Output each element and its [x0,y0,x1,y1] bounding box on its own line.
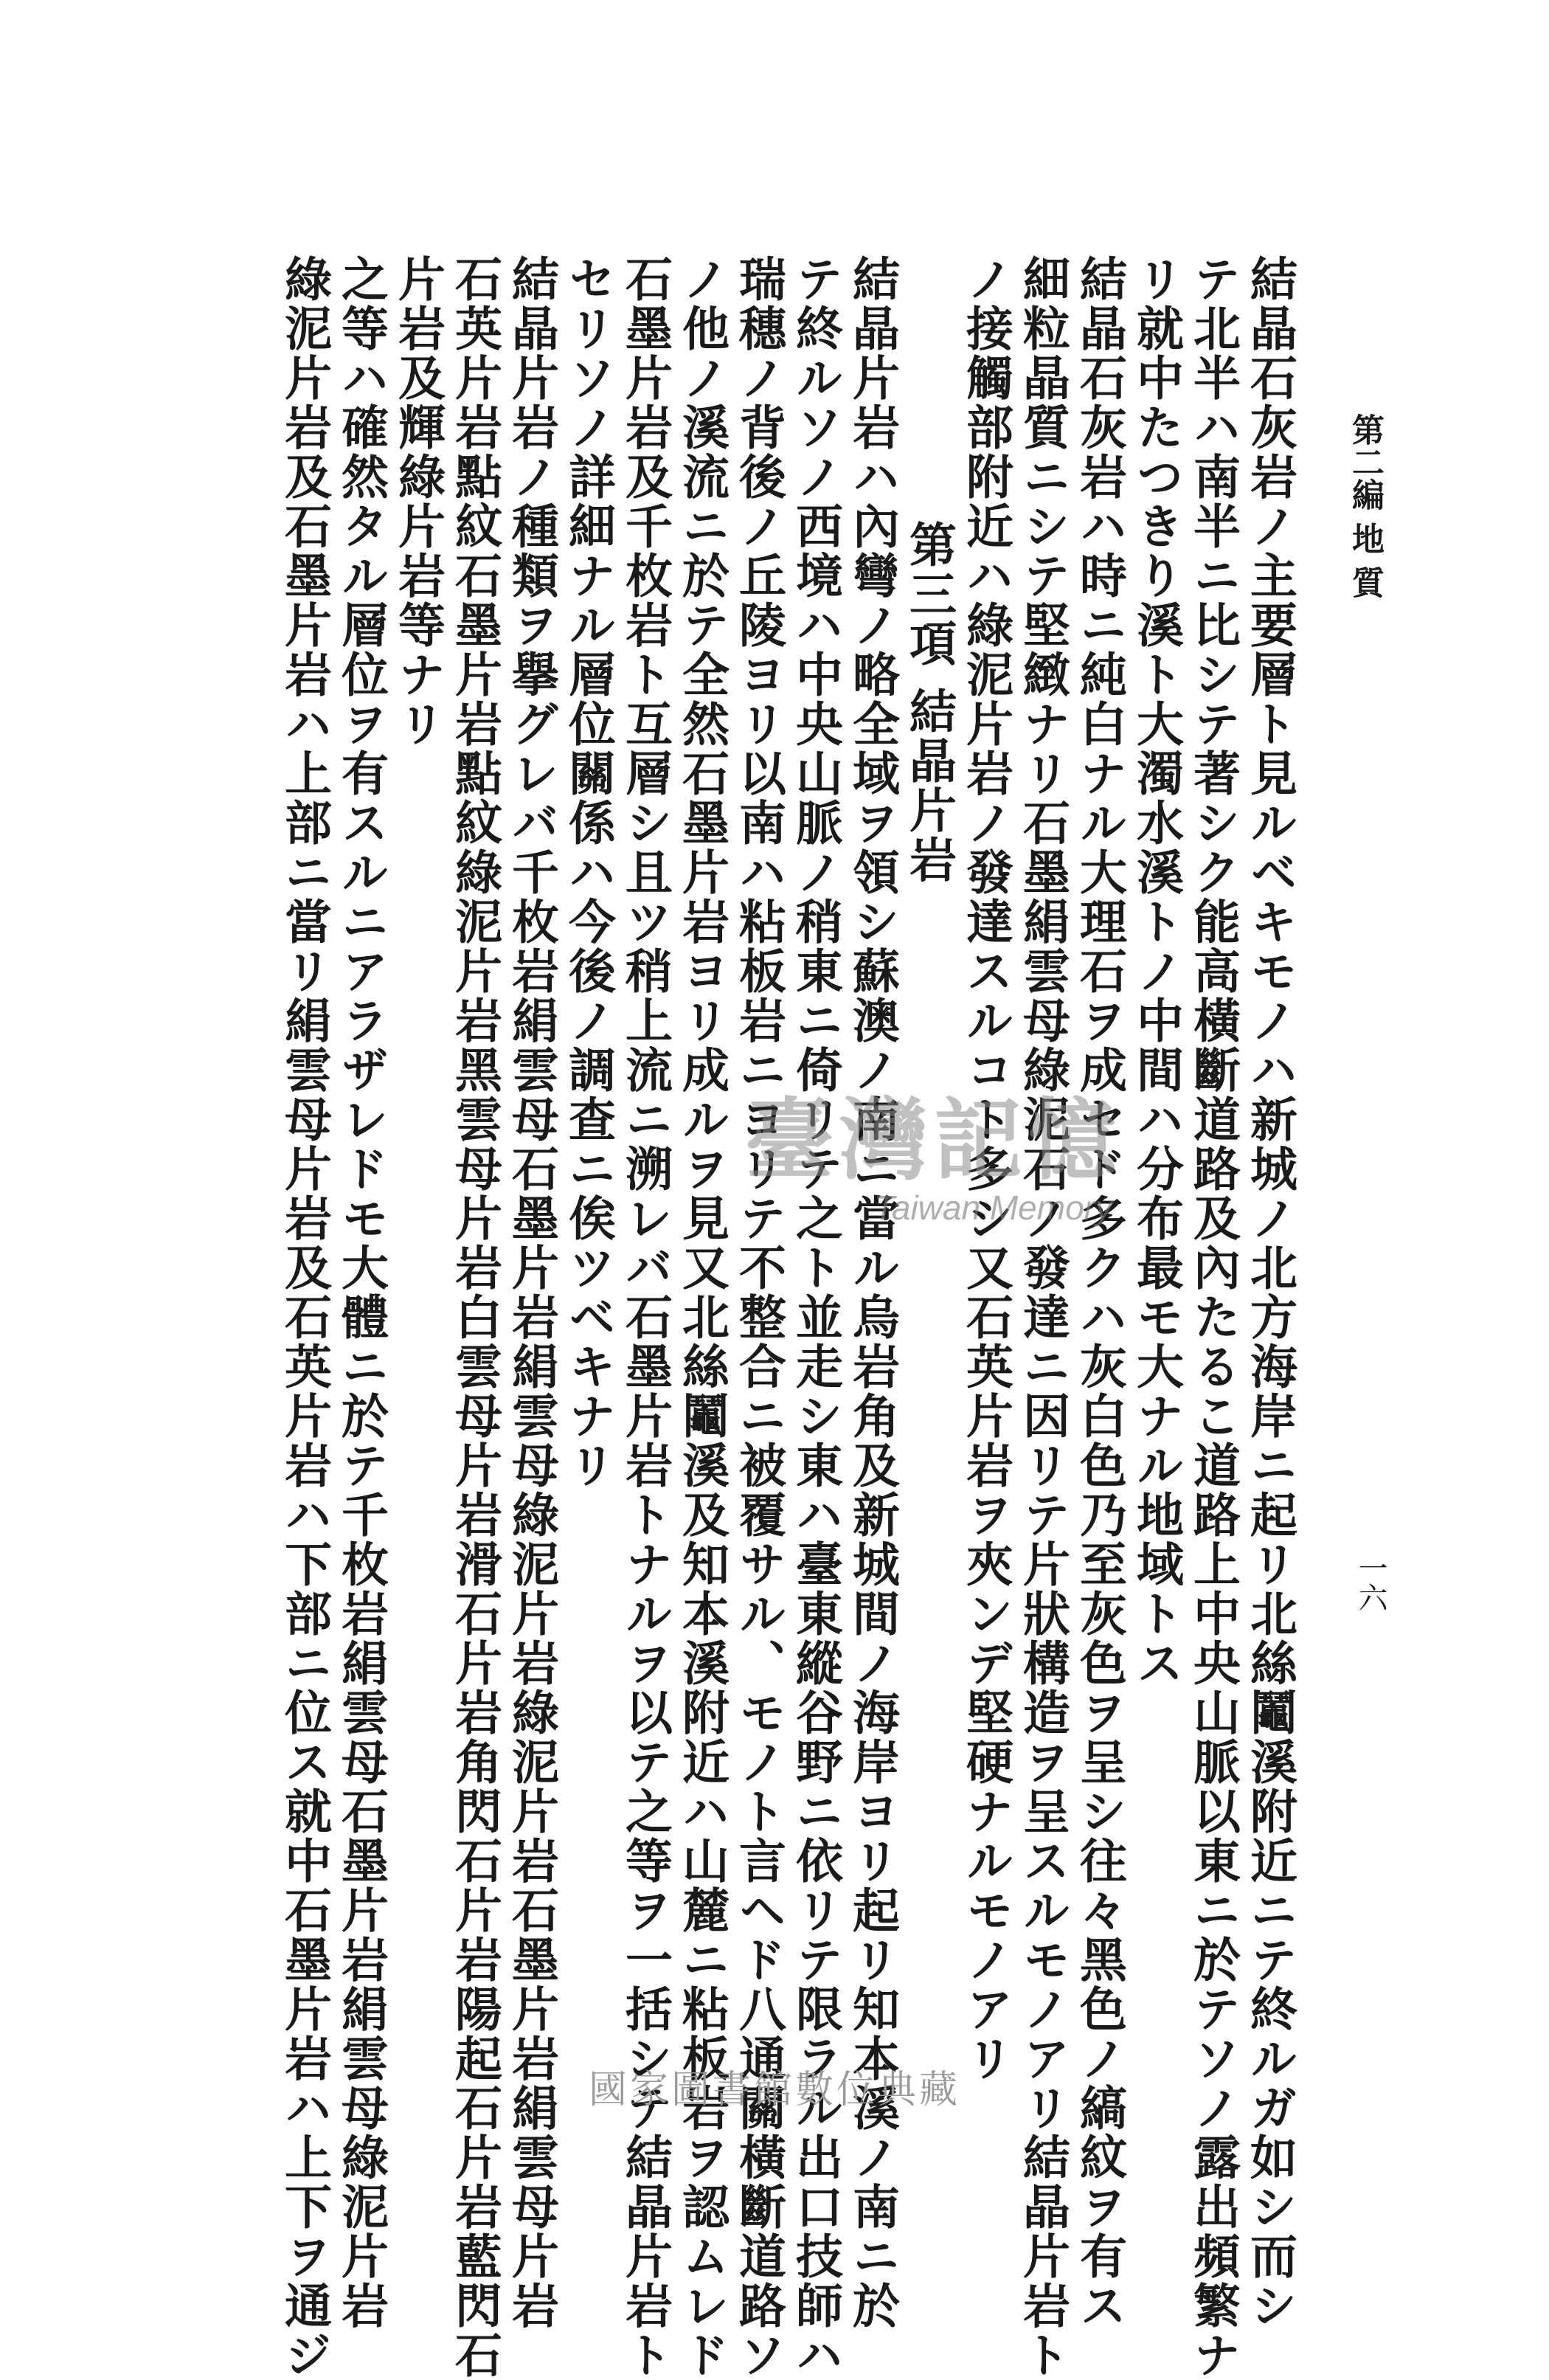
text-column: テ終ルソノ西境ハ中央山脈ノ稍東ニ倚リテ之ト並走シ東ハ臺東縱谷野ニ依リテ限ラル出口技師ハ [788,255,843,2380]
text-column: ノ他ノ溪流ニ於テ全然石墨片岩ヨリ成ルヲ見又北絲鬮溪及知本溪附近ハ山麓ニ粘板岩ヲ認ムレド [674,255,730,2380]
page-number: 一六 [1354,1553,1387,1612]
text-column: 之等ハ確然タル層位ヲ有スルニアラザレドモ大體ニ於テ千枚岩絹雲母石墨片岩絹雲母綠泥片岩 [333,255,389,2331]
text-column: ノ接觸部附近ハ綠泥片岩ノ發達スルコト多シ又石英片岩ヲ夾ンデ堅硬ナルモノアリ [958,255,1013,2083]
chapter-header: 第二編 地 質 [1346,413,1384,598]
text-column: テ北半ハ南半ニ比シテ著シク能高橫斷道路及內たるこ道路上中央山脈以東ニ於テソノ露出頻繁ナ [1185,255,1241,2380]
watermark-subtext: Taiwan Memory [874,1189,1112,1227]
text-column: 結晶片岩ハ內彎ノ略全域ヲ領シ蘇澳ノ南ニ當ル烏岩角及新城間ノ海岸ヨリ起リ知本溪ノ南ニ於 [845,255,900,2331]
text-column: セリソノ詳細ナル層位關係ハ今後ノ調查ニ俟ツベキナリ [561,255,616,1490]
text-column: 石英片岩點紋石墨片岩點紋綠泥片岩黑雲母片岩白雲母片岩滑石片岩角閃石片岩陽起石片岩藍閃石 [447,255,502,2380]
text-column: 片岩及輝綠片岩等ナリ [390,255,446,749]
text-column: 結晶石灰岩ノ主要層ト見ルベキモノハ新城ノ北方海岸ニ起リ北絲鬮溪附近ニテ終ルガ如シ而シ [1242,255,1297,2331]
footer-credit: 國家圖書館數位典藏 [588,2068,960,2112]
text-column: 石墨片岩及千枚岩ト互層シ且ツ稍上流ニ溯レバ石墨片岩トナルヲ以テ之等ヲ一括シテ結晶片岩ト [617,255,673,2380]
section-heading: 第三項 結晶片岩 [901,520,957,885]
text-column: リ就中たつきり溪ト大濁水溪トノ中間ハ分布最モ大ナル地域トス [1129,255,1184,1688]
text-column: 瑞穗ノ背後ノ丘陵ヨリ以南ハ粘板岩ニヨリテ不整合ニ被覆サル、モノト言ヘド八通關橫斷道路ソ [731,255,786,2380]
text-column: 綠泥片岩及石墨片岩ハ上部ニ當リ絹雲母片岩及石英片岩ハ下部ニ位ス就中石墨片岩ハ上下ヲ通ジ [277,255,332,2380]
text-column: 結晶片岩ノ種類ヲ擧グレバ千枚岩絹雲母石墨片岩絹雲母綠泥片岩綠泥片岩石墨片岩絹雲母片岩 [504,255,559,2331]
text-column: 細粒晶質ニシテ堅緻ナリ石墨絹雲母綠泥石ノ發達ニ因リテ片狀構造ヲ呈スルモノアリ結晶片岩ト [1015,255,1070,2380]
text-column: 結晶石灰岩ハ時ニ純白ナル大理石ヲ成セド多クハ灰白色乃至灰色ヲ呈シ往々黑色ノ縞紋ヲ有ス [1072,255,1127,2331]
watermark-logo: 臺灣記憶 [745,1088,1123,1192]
